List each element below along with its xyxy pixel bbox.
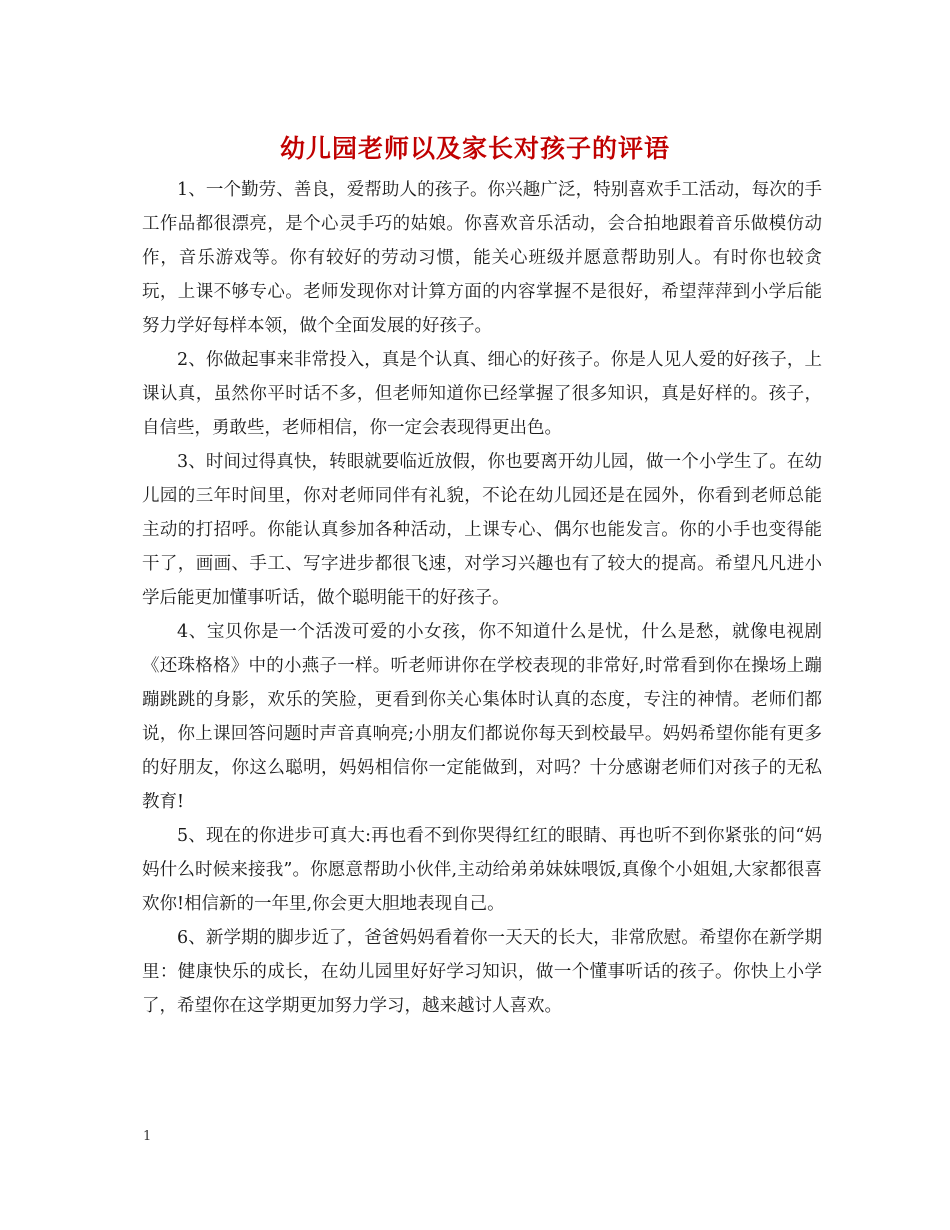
comment-paragraph-4: 4、宝贝你是一个活泼可爱的小女孩，你不知道什么是忧，什么是愁，就像电视剧《还珠格格》中的小燕子一样。听老师讲你在学校表现的非常好,时常看到你在操场上蹦蹦跳跳的身影，欢乐的笑脸，更看到你关心集体时认真的态度，专注的神情。老师们都说，你上课回答问题时声音真响亮;小朋友们都说你每天到校最早。妈妈希望你能有更多的好朋友，你这么聪明，妈妈相信你一定能做到，对吗？十分感谢老师们对孩子的无私教育!: [142, 622, 822, 812]
comment-paragraph-6: 6、新学期的脚步近了，爸爸妈妈看着你一天天的长大，非常欣慰。希望你在新学期里：健康快乐的成长，在幼儿园里好好学习知识，做一个懂事听话的孩子。你快上小学了，希望你在这学期更加努力学习，越来越讨人喜欢。: [142, 928, 822, 1016]
comment-paragraph-2: 2、你做起事来非常投入，真是个认真、细心的好孩子。你是人见人爱的好孩子，上课认真，虽然你平时话不多，但老师知道你已经掌握了很多知识，真是好样的。孩子，自信些，勇敢些，老师相信，你一定会表现得更出色。: [142, 350, 822, 438]
comment-paragraph-3: 3、时间过得真快，转眼就要临近放假，你也要离开幼儿园，做一个小学生了。在幼儿园的三年时间里，你对老师同伴有礼貌，不论在幼儿园还是在园外，你看到老师总能主动的打招呼。你能认真参加各种活动，上课专心、偶尔也能发言。你的小手也变得能干了，画画、手工、写字进步都很飞速，对学习兴趣也有了较大的提高。希望凡凡进小学后能更加懂事听话，做个聪明能干的好孩子。: [142, 452, 822, 608]
page-title: 幼儿园老师以及家长对孩子的评语: [279, 134, 670, 163]
document-body: [142, 173, 822, 1023]
comment-paragraph-1: 1、一个勤劳、善良，爱帮助人的孩子。你兴趣广泛，特别喜欢手工活动，每次的手工作品都很漂亮，是个心灵手巧的姑娘。你喜欢音乐活动，会合拍地跟着音乐做模仿动作，音乐游戏等。你有较好的劳动习惯，能关心班级并愿意帮助别人。有时你也较贪玩，上课不够专心。老师发现你对计算方面的内容掌握不是很好，希望萍萍到小学后能努力学好每样本领，做个全面发展的好孩子。: [142, 180, 822, 336]
comment-paragraph-5: 5、现在的你进步可真大:再也看不到你哭得红红的眼睛、再也听不到你紧张的问“妈妈什么时候来接我”。你愿意帮助小伙伴,主动给弟弟妹妹喂饭,真像个小姐姐,大家都很喜欢你!相信新的一年里,你会更大胆地表现自己。: [142, 826, 822, 914]
page-number: 1: [143, 1129, 152, 1144]
